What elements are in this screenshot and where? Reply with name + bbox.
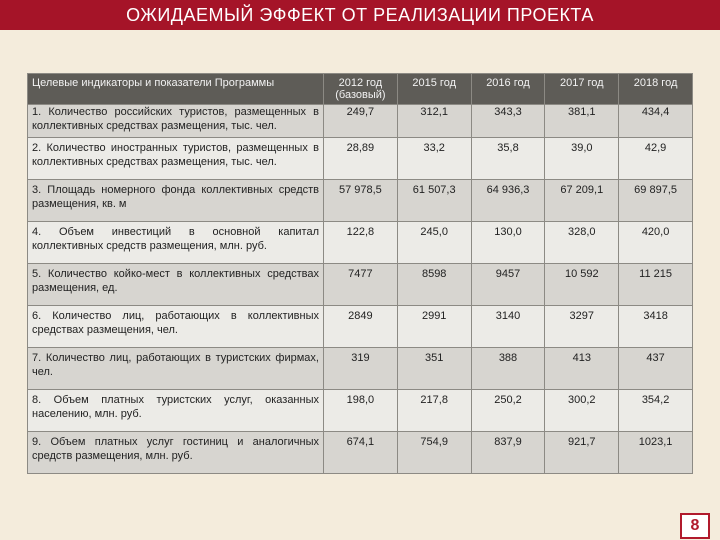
- cell-value: 319: [324, 348, 398, 390]
- cell-value: 837,9: [471, 432, 545, 474]
- table-body: [28, 105, 693, 474]
- cell-value: 42,9: [619, 138, 693, 180]
- cell-value: 354,2: [619, 390, 693, 432]
- row-label: 6. Количество лиц, работающих в коллективных средствах размещения, чел.: [28, 306, 324, 348]
- cell-value: 249,7: [324, 105, 398, 138]
- cell-value: 245,0: [397, 222, 471, 264]
- row-label: 8. Объем платных туристских услуг, оказанных населению, млн. руб.: [28, 390, 324, 432]
- cell-value: 437: [619, 348, 693, 390]
- row-label: 2. Количество иностранных туристов, размещенных в коллективных средствах размещения, тыс. чел.: [28, 138, 324, 180]
- cell-value: 198,0: [324, 390, 398, 432]
- slide-title: ОЖИДАЕМЫЙ ЭФФЕКТ ОТ РЕАЛИЗАЦИИ ПРОЕКТА: [0, 0, 720, 30]
- cell-value: 2991: [397, 306, 471, 348]
- indicators-table-container: [27, 73, 692, 474]
- cell-value: 1023,1: [619, 432, 693, 474]
- cell-value: 39,0: [545, 138, 619, 180]
- cell-value: 7477: [324, 264, 398, 306]
- cell-value: 434,4: [619, 105, 693, 138]
- cell-value: 64 936,3: [471, 180, 545, 222]
- table-row: [28, 390, 693, 432]
- cell-value: 388: [471, 348, 545, 390]
- row-label: 1. Количество российских туристов, размещенных в коллективных средствах размещения, тыс. чел.: [28, 105, 324, 138]
- header-2015: 2015 год: [397, 74, 471, 105]
- cell-value: 754,9: [397, 432, 471, 474]
- cell-value: 122,8: [324, 222, 398, 264]
- cell-value: 10 592: [545, 264, 619, 306]
- table-row: [28, 306, 693, 348]
- cell-value: 3140: [471, 306, 545, 348]
- cell-value: 381,1: [545, 105, 619, 138]
- cell-value: 921,7: [545, 432, 619, 474]
- header-indicator: Целевые индикаторы и показатели Программы: [28, 74, 324, 105]
- cell-value: 57 978,5: [324, 180, 398, 222]
- table-row: [28, 222, 693, 264]
- cell-value: 61 507,3: [397, 180, 471, 222]
- table-row: [28, 348, 693, 390]
- cell-value: 300,2: [545, 390, 619, 432]
- cell-value: 312,1: [397, 105, 471, 138]
- table-row: [28, 105, 693, 138]
- table-row: [28, 264, 693, 306]
- page-number: 8: [680, 513, 710, 539]
- cell-value: 250,2: [471, 390, 545, 432]
- cell-value: 35,8: [471, 138, 545, 180]
- cell-value: 413: [545, 348, 619, 390]
- cell-value: 674,1: [324, 432, 398, 474]
- header-2018: 2018 год: [619, 74, 693, 105]
- table-row: [28, 138, 693, 180]
- header-2012: 2012 год (базовый): [324, 74, 398, 105]
- cell-value: 2849: [324, 306, 398, 348]
- row-label: 9. Объем платных услуг гостиниц и аналогичных средств размещения, млн. руб.: [28, 432, 324, 474]
- row-label: 5. Количество койко-мест в коллективных средствах размещения, ед.: [28, 264, 324, 306]
- cell-value: 9457: [471, 264, 545, 306]
- cell-value: 343,3: [471, 105, 545, 138]
- cell-value: 217,8: [397, 390, 471, 432]
- row-label: 3. Площадь номерного фонда коллективных средств размещения, кв. м: [28, 180, 324, 222]
- table-header-row: [28, 74, 693, 105]
- cell-value: 33,2: [397, 138, 471, 180]
- cell-value: 328,0: [545, 222, 619, 264]
- cell-value: 28,89: [324, 138, 398, 180]
- cell-value: 11 215: [619, 264, 693, 306]
- table-row: [28, 432, 693, 474]
- row-label: 4. Объем инвестиций в основной капитал коллективных средств размещения, млн. руб.: [28, 222, 324, 264]
- row-label: 7. Количество лиц, работающих в туристских фирмах, чел.: [28, 348, 324, 390]
- indicators-table: [27, 73, 693, 474]
- cell-value: 420,0: [619, 222, 693, 264]
- cell-value: 3297: [545, 306, 619, 348]
- table-row: [28, 180, 693, 222]
- cell-value: 69 897,5: [619, 180, 693, 222]
- cell-value: 130,0: [471, 222, 545, 264]
- cell-value: 3418: [619, 306, 693, 348]
- cell-value: 8598: [397, 264, 471, 306]
- header-2016: 2016 год: [471, 74, 545, 105]
- cell-value: 67 209,1: [545, 180, 619, 222]
- cell-value: 351: [397, 348, 471, 390]
- header-2017: 2017 год: [545, 74, 619, 105]
